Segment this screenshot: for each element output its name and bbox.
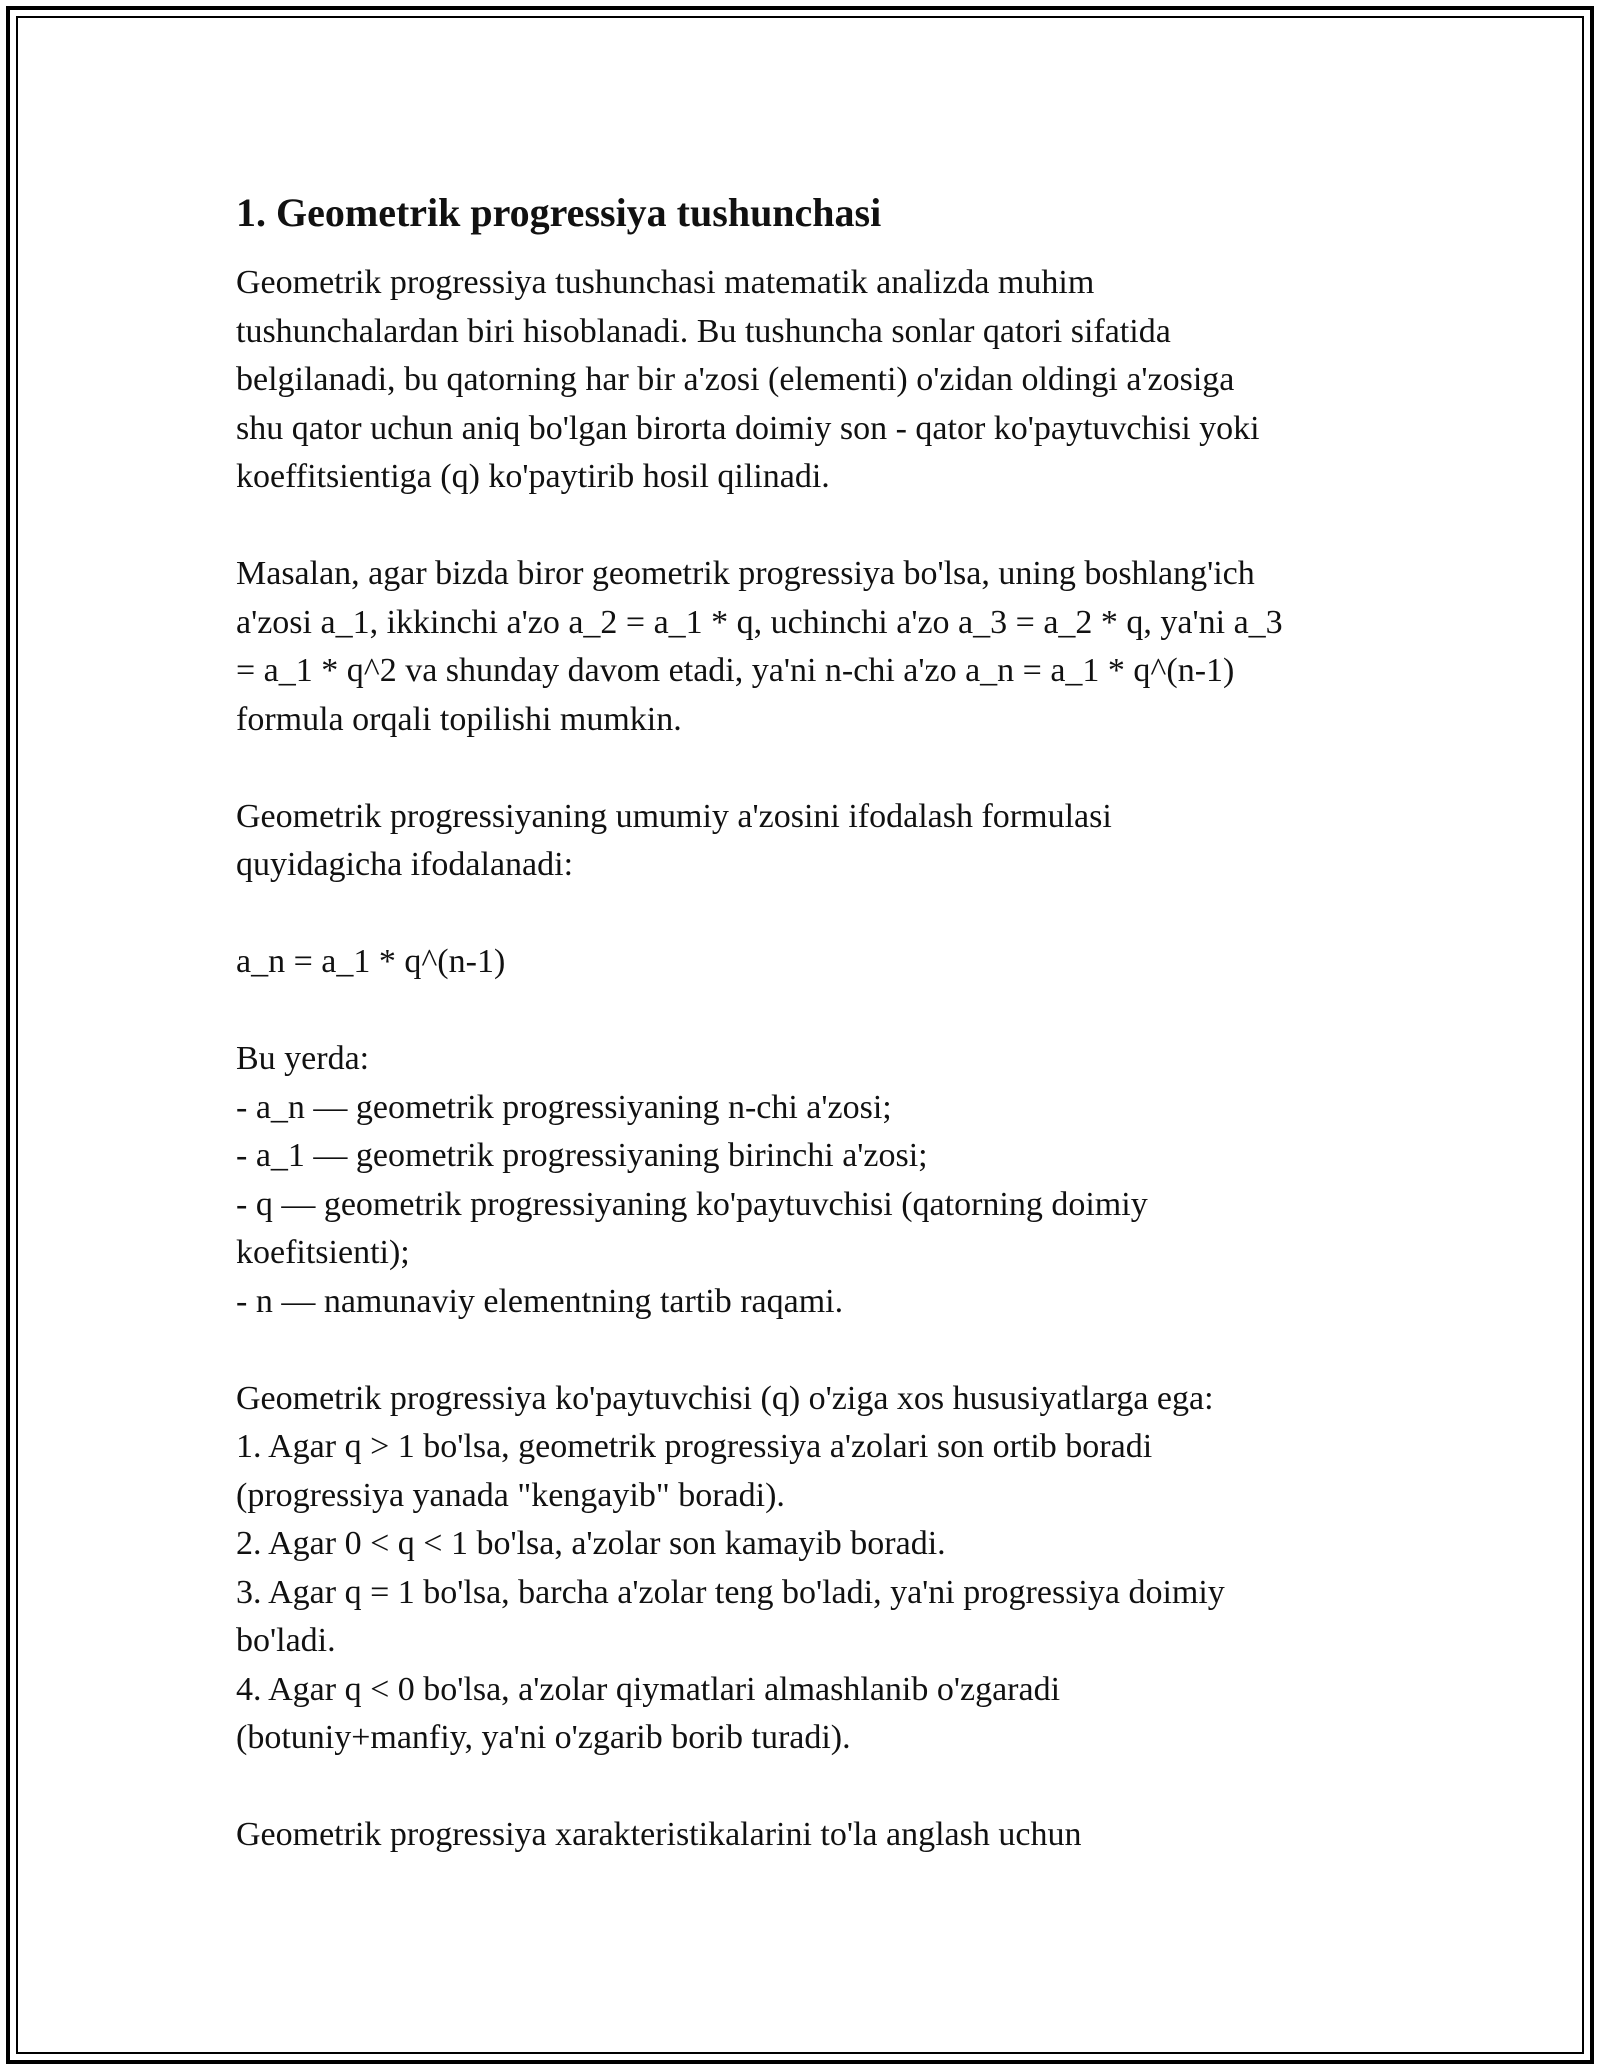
formula-line: a_n = a_1 * q^(n-1) bbox=[236, 943, 506, 980]
paragraph-gap bbox=[236, 502, 1386, 551]
document-body bbox=[236, 186, 1386, 1860]
list-item: - q — geometrik progressiyaning ko'paytuvchisi (qatorning doimiy bbox=[236, 1185, 1148, 1223]
text-line: Geometrik progressiya xarakteristikalarini to'la anglash uchun bbox=[236, 1816, 1082, 1853]
paragraph-formula-intro bbox=[236, 793, 1386, 890]
list-item: - a_1 — geometrik progressiyaning birinchi a'zosi; bbox=[236, 1137, 928, 1174]
paragraph-formula bbox=[236, 938, 1386, 987]
paragraph-definitions-list bbox=[236, 1035, 1386, 1326]
list-item: (progressiya yanada "kengayib" boradi). bbox=[236, 1476, 785, 1514]
list-item: (botuniy+manfiy, ya'ni o'zgarib borib turadi). bbox=[236, 1719, 851, 1756]
text-line: Geometrik progressiyaning umumiy a'zosini ifodalash formulasi bbox=[236, 797, 1112, 835]
text-line: Masalan, agar bizda biror geometrik progressiya bo'lsa, uning boshlang'ich bbox=[236, 555, 1255, 592]
list-item: 1. Agar q > 1 bo'lsa, geometrik progressiya a'zolari son ortib boradi bbox=[236, 1428, 1153, 1465]
list-item: - n — namunaviy elementning tartib raqami. bbox=[236, 1282, 844, 1320]
text-line: tushunchalardan biri hisoblanadi. Bu tushuncha sonlar qatori sifatida bbox=[236, 312, 1171, 350]
list-item: 3. Agar q = 1 bo'lsa, barcha a'zolar teng bo'ladi, ya'ni progressiya doimiy bbox=[236, 1573, 1225, 1611]
text-line: shu qator uchun aniq bo'lgan birorta doimiy son - qator ko'paytuvchisi yoki bbox=[236, 409, 1260, 447]
list-item: koefitsienti); bbox=[236, 1234, 410, 1271]
text-line: koeffitsientiga (q) ko'paytirib hosil qilinadi. bbox=[236, 458, 830, 495]
text-line: = a_1 * q^2 va shunday davom etadi, ya'ni n-chi a'zo a_n = a_1 * q^(n-1) bbox=[236, 652, 1235, 689]
text-line: a'zosi a_1, ikkinchi a'zo a_2 = a_1 * q, uchinchi a'zo a_3 = a_2 * q, ya'ni a_3 bbox=[236, 603, 1283, 641]
text-line: Geometrik progressiya tushunchasi matematik analizda muhim bbox=[236, 264, 1095, 301]
list-item: 4. Agar q < 0 bo'lsa, a'zolar qiymatlari almashlanib o'zgaradi bbox=[236, 1670, 1061, 1708]
list-item: - a_n — geometrik progressiyaning n-chi a'zosi; bbox=[236, 1088, 892, 1126]
paragraph-gap bbox=[236, 987, 1386, 1036]
text-line: Geometrik progressiya ko'paytuvchisi (q) o'ziga xos hususiyatlarga ega: bbox=[236, 1379, 1214, 1417]
paragraph-properties-list bbox=[236, 1375, 1386, 1763]
paragraph-gap bbox=[236, 890, 1386, 939]
text-line: quyidagicha ifodalanadi: bbox=[236, 846, 574, 883]
paragraph-closing bbox=[236, 1811, 1386, 1860]
paragraph-definition bbox=[236, 259, 1386, 502]
paragraph-gap bbox=[236, 1763, 1386, 1812]
paragraph-example bbox=[236, 550, 1386, 744]
section-heading: 1. Geometrik progressiya tushunchasi bbox=[236, 190, 882, 235]
list-item: bo'ladi. bbox=[236, 1622, 336, 1659]
paragraph-gap bbox=[236, 1326, 1386, 1375]
text-line: formula orqali topilishi mumkin. bbox=[236, 700, 682, 738]
text-line: Bu yerda: bbox=[236, 1040, 370, 1077]
text-line: belgilanadi, bu qatorning har bir a'zosi (elementi) o'zidan oldingi a'zosiga bbox=[236, 361, 1235, 398]
paragraph-gap bbox=[236, 744, 1386, 793]
list-item: 2. Agar 0 < q < 1 bo'lsa, a'zolar son kamayib boradi. bbox=[236, 1525, 946, 1562]
